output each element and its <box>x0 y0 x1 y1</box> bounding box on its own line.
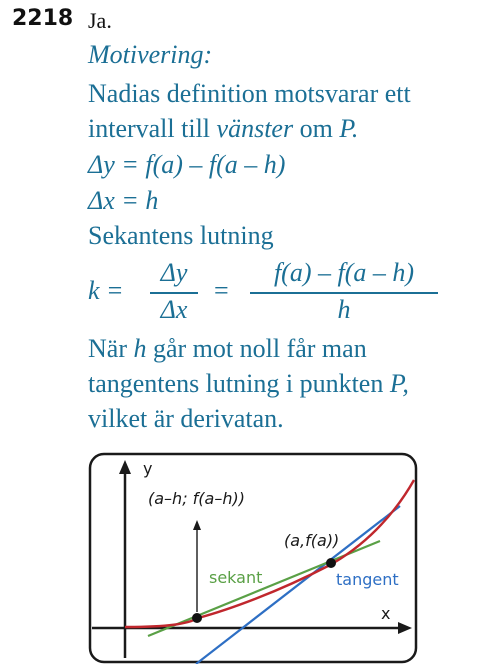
motivering-heading: Motivering: <box>88 40 213 69</box>
point2-label: (a,f(a)) <box>284 531 340 550</box>
text-vilket: vilket är derivatan. <box>88 404 284 433</box>
frac1-numerator: Δy <box>160 258 188 287</box>
frac1-bar <box>150 292 198 294</box>
sekant-label: sekant <box>209 568 263 587</box>
frac2-bar <box>250 292 438 294</box>
derivative-graph <box>88 452 418 664</box>
sekantens-lutning-heading: Sekantens lutning <box>88 221 274 250</box>
x-axis-label: x <box>381 604 391 623</box>
delta-x-equation: Δx = h <box>88 186 159 215</box>
text-nar-a: När <box>88 334 134 363</box>
frac2-denominator: h <box>337 295 351 324</box>
problem-number: 2218 <box>12 6 74 31</box>
y-axis-label: y <box>143 459 153 478</box>
text-tang-a: tangentens lutning i punkten <box>88 369 390 398</box>
point-a <box>326 558 336 568</box>
text-line-2 <box>88 114 358 144</box>
equals-sign: = <box>214 276 229 305</box>
graph-frame <box>90 454 416 662</box>
text-nar-c: går mot noll får man <box>146 334 367 363</box>
k-equals: k = <box>88 276 124 305</box>
frac2-numerator: f(a) – f(a – h) <box>273 258 415 287</box>
text-line-1: Nadias definition motsvarar ett <box>88 79 411 108</box>
tangent-label: tangent <box>336 570 399 589</box>
text-line-2-a: intervall till <box>88 114 217 143</box>
delta-y-equation: Δy = f(a) – f(a – h) <box>88 150 286 179</box>
text-nar-b: h <box>133 334 147 363</box>
text-line-2-b: vänster <box>216 114 294 143</box>
text-tangentens <box>88 369 409 399</box>
text-tang-b: P, <box>389 369 409 398</box>
text-nar <box>88 334 367 364</box>
point-a-minus-h <box>192 613 202 623</box>
point1-label: (a–h; f(a–h)) <box>148 489 245 508</box>
answer-text: Ja. <box>88 8 112 33</box>
frac1-denominator: Δx <box>160 295 188 324</box>
text-line-2-c: om <box>293 114 340 143</box>
text-line-2-d: P. <box>339 114 359 143</box>
